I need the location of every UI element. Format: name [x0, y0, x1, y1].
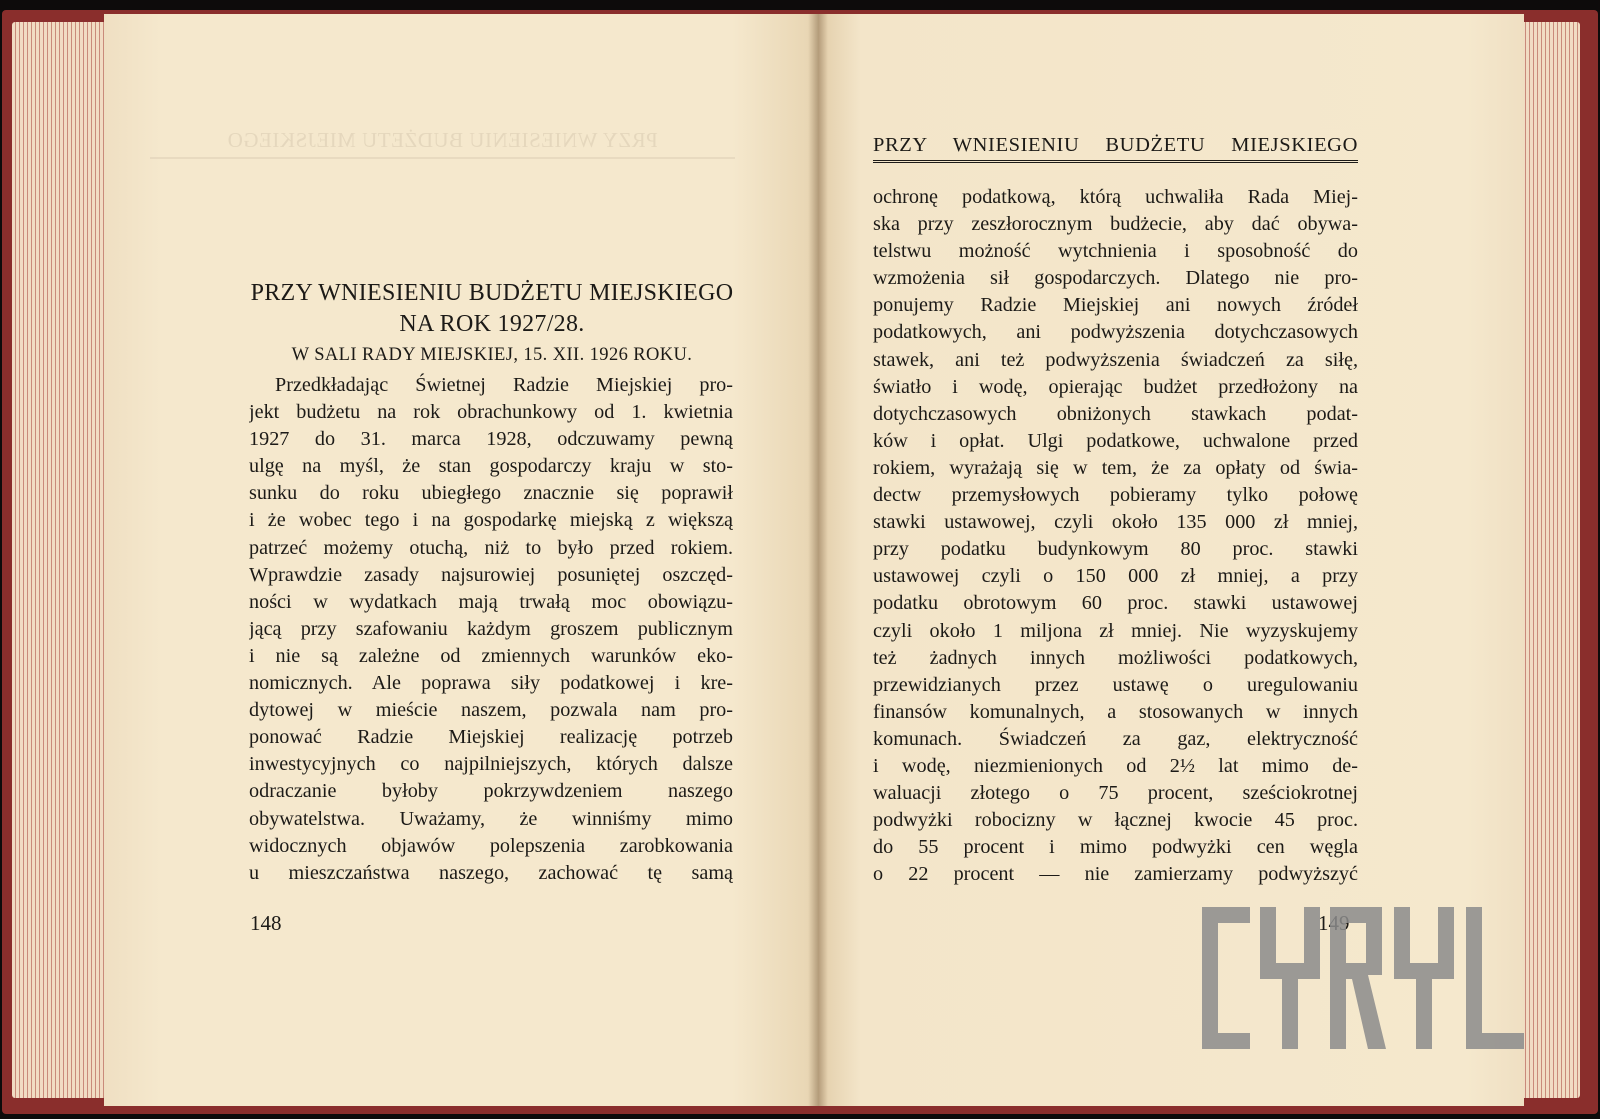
right-page-text-line: czyli około 1 miljona zł mniej. Nie wyzyskujemy	[873, 619, 1358, 642]
left-page-text-line: ulgę na myśl, że stan gospodarczy kraju w sto-	[249, 455, 733, 478]
right-page-text-line: komunach. Świadczeń za gaz, elektryczność	[873, 727, 1358, 750]
left-page-text-line: odraczanie byłoby pokrzywdzeniem naszego	[249, 780, 733, 803]
chapter-title-line-1: PRZY WNIESIENIU BUDŻETU MIEJSKIEGO	[250, 280, 734, 306]
page-edges-left	[12, 22, 112, 1098]
right-page-text-line: ustawowej czyli o 150 000 zł mniej, a przy	[873, 565, 1358, 588]
left-page-text-line: dytowej w mieście naszem, pozwala nam pro-	[249, 699, 733, 722]
right-page-text-line: dectw przemysłowych pobieramy tylko połowę	[873, 484, 1358, 507]
running-header: PRZY WNIESIENIU BUDŻETU MIEJSKIEGO	[873, 134, 1358, 163]
left-page-text-line: 1927 do 31. marca 1928, odczuwamy pewną	[249, 428, 733, 451]
right-page-text-line: wzmożenia sił gospodarczych. Dlatego nie pro-	[873, 267, 1358, 290]
show-through-header: PRZY WNIESIENIU BUDŻETU MIEJSKIEGO	[150, 128, 735, 159]
left-page-text-line: patrzeć możemy otuchą, niż to było przed rokiem.	[249, 536, 733, 559]
cyryl-watermark-logo	[1198, 905, 1528, 1055]
left-page-text-line: jekt budżetu na rok obrachunkowy od 1. kwietnia	[249, 401, 733, 424]
page-number-left: 148	[250, 911, 282, 935]
chapter-subtitle: W SALI RADY MIEJSKIEJ, 15. XII. 1926 ROKU.	[291, 345, 693, 365]
left-page-text-line: jącą przy szafowaniu każdym groszem publicznym	[249, 617, 733, 640]
left-page-text-line: i że wobec tego i na gospodarkę miejską z większą	[249, 509, 733, 532]
right-page-text-line: i wodę, niezmienionych od 2½ lat mimo de-	[873, 754, 1358, 777]
right-page-body	[873, 184, 1358, 888]
left-page-text-line: Wprawdzie zasady najsurowiej posuniętej oszczęd-	[249, 563, 733, 586]
left-page-text-line: widocznych objawów polepszenia zarobkowania	[249, 834, 733, 857]
right-page-text-line: rokiem, wyrażają się w tem, że za opłaty od świa-	[873, 456, 1358, 479]
left-page-text-line: Przedkładając Świetnej Radzie Miejskiej pro-	[275, 374, 733, 396]
right-page-text-line: dotychczasowych obniżonych stawkach podat-	[873, 402, 1358, 425]
left-page-text-line: nomicznych. Ale poprawa siły podatkowej i kre-	[249, 672, 733, 695]
right-page-text-line: podwyżki robocizny w łącznej kwocie 45 proc.	[873, 809, 1358, 832]
right-page-text-line: światło i wodę, opierając budżet przedłożony na	[873, 375, 1358, 398]
right-page-text-line: stawki ustawowej, czyli około 135 000 zł mniej,	[873, 511, 1358, 534]
right-page-text-line: waluacji złotego o 75 procent, sześciokrotnej	[873, 782, 1358, 805]
right-page-text-line: ochronę podatkową, którą uchwaliła Rada Miej-	[873, 186, 1358, 208]
left-page-text-line: sunku do roku ubiegłego znacznie się poprawił	[249, 482, 733, 505]
right-page-text-line: też żadnych innych możliwości podatkowych,	[873, 646, 1358, 669]
left-page-text-line: i nie są zależne od zmiennych warunków eko-	[249, 644, 733, 667]
right-page-text-line: przewidzianych przez ustawę o uregulowaniu	[873, 673, 1358, 696]
left-page-text-line: inwestycyjnych co najpilniejszych, których dalsze	[249, 753, 733, 776]
right-page-text-line: stawek, ani też podwyższenia świadczeń za siłę,	[873, 348, 1358, 371]
right-page-text-line: finansów komunalnych, a stosowanych w innych	[873, 700, 1358, 723]
chapter-title-line-2: NA ROK 1927/28.	[399, 311, 585, 337]
left-page-text-line: ności w wydatkach mają trwałą moc obowiązu-	[249, 590, 733, 613]
right-page-text-line: przy podatku budynkowym 80 proc. stawki	[873, 538, 1358, 561]
right-page-text-line: ponujemy Radzie Miejskiej ani nowych źródeł	[873, 294, 1358, 317]
right-page-text-line: podatku obrotowym 60 proc. stawki ustawowej	[873, 592, 1358, 615]
right-page-text-line: ska przy zeszłorocznym budżecie, aby dać obywa-	[873, 213, 1358, 236]
left-page-text-line: obywatelstwa. Uważamy, że winniśmy mimo	[249, 807, 733, 830]
left-page-text-line: u mieszczaństwa naszego, zachować tę samą	[249, 861, 733, 884]
right-page-text-line: podatkowych, ani podwyższenia dotychczasowych	[873, 321, 1358, 344]
left-page-body	[249, 372, 733, 887]
right-page-text-line: o 22 procent — nie zamierzamy podwyższyć	[873, 863, 1358, 886]
right-page-text-line: do 55 procent i mimo podwyżki cen węgla	[873, 836, 1358, 859]
left-page-text-line: ponować Radzie Miejskiej realizację potrzeb	[249, 726, 733, 749]
book-gutter	[808, 14, 828, 1106]
right-page-text-line: ków i opłat. Ulgi podatkowe, uchwalone przed	[873, 429, 1358, 452]
chapter-title-block	[250, 278, 734, 370]
right-page-text-line: telstwu możność wytchnienia i sposobność do	[873, 240, 1358, 263]
